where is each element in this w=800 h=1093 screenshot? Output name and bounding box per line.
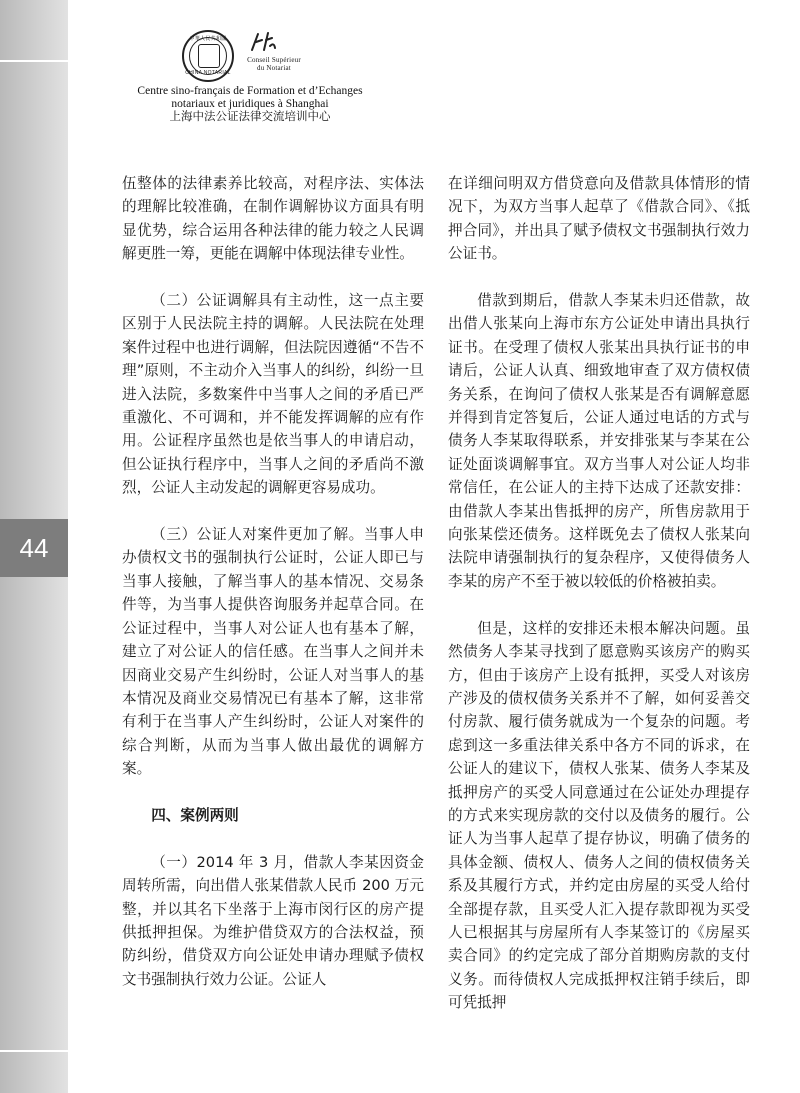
- page-number: 44: [0, 519, 68, 577]
- org-name-line2: notariaux et juridiques à Shanghai: [171, 98, 329, 110]
- org-name-line1: Centre sino-français de Formation et d’Echanges: [137, 85, 363, 97]
- paragraph: 在详细问明双方借贷意向及借款具体情形的情况下，为双方当事人起草了《借款合同》、《抵押合同》，并出具了赋予债权文书强制执行效力公证书。: [448, 175, 750, 263]
- sidebar-divider: [0, 1050, 68, 1052]
- right-column: [448, 172, 750, 1038]
- paragraph: 但是，这样的安排还未根本解决问题。虽然债务人李某寻找到了愿意购买该房产的购买方，但由于该房产上设有抵押，买受人对该房产涉及的债权债务关系并不了解，如何妥善交付房款、履行债务就成为一个复杂的问题。考虑到这一多重法律关系中各方不同的诉求，在公证人的建议下，债权人张某、债务人李某及抵押房产的买受人同意通过在公证处办理提存的方式来实现房款的交付以及债务的履行。公证人为当事人起草了提存协议，明确了债务的具体金额、债权人、债务人之间的债权债务关系及其履行方式，并约定由房屋的买受人给付全部提存款，且买受人汇入提存款即视为买受人已根据其与房屋所有人李某签订的《房屋买卖合同》的约定完成了部分首期购房款的支付义务。而待债权人完成抵押权注销手续后，即可凭抵押: [448, 619, 750, 1012]
- council-name-line1: Conseil Supérieur: [247, 56, 301, 64]
- council-name: [234, 56, 314, 72]
- sidebar-divider: [0, 60, 68, 62]
- section-heading: 四、案例两则: [151, 806, 239, 824]
- seal-text-top: 中華人民共和國: [189, 36, 227, 42]
- page-sidebar: [0, 0, 68, 1093]
- paragraph: （二）公证调解具有主动性，这一点主要区别于人民法院主持的调解。人民法院在处理案件过程中也进行调解，但法院因遵循“不告不理”原则，不主动介入当事人的纠纷，纠纷一旦进入法院，多数案件中当事人之间的矛盾已严重激化、不可调和，并不能发挥调解的应有作用。公证程序虽然也是依当事人的申请启动，但公证执行程序中，当事人之间的矛盾尚不激烈，公证人主动发起的调解更容易成功。: [122, 292, 424, 497]
- paragraph: （一）2014 年 3 月，借款人李某因资金周转所需，向出借人张某借款人民币 200 万元整，并以其名下坐落于上海市闵行区的房产提供抵押担保。为维护借贷双方的合法权益，预防纠纷，借贷双方向公证处申请办理赋予债权文书强制执行效力公证。公证人: [122, 853, 424, 988]
- seal-emblem: [198, 44, 220, 68]
- paragraph: （三）公证人对案件更加了解。当事人申办债权文书的强制执行公证时，公证人即已与当事人接触，了解当事人的基本情况、交易条件等，为当事人提供咨询服务并起草合同。在公证过程中，当事人对公证人也有基本了解，建立了对公证人的信任感。在当事人之间并未因商业交易产生纠纷时，公证人对当事人的基本情况及商业交易情况已有基本了解，这非常有利于在当事人产生纠纷时，公证人对案件的综合判断，从而为当事人做出最优的调解方案。: [122, 526, 424, 778]
- council-name-line2: du Notariat: [257, 64, 291, 72]
- notarial-seal-logo: [182, 30, 234, 82]
- left-column: [122, 172, 424, 1015]
- paragraph: 借款到期后，借款人李某未归还借款，故出借人张某向上海市东方公证处申请出具执行证书。在受理了债权人张某出具执行证书的申请后，公证人认真、细致地审查了双方债权债务关系，在询问了债权人张某是否有调解意愿并得到肯定答复后，公证人通过电话的方式与债务人李某取得联系，并安排张某与李某在公证处面谈调解事宜。双方当事人对公证人均非常信任，在公证人的主持下达成了还款安排：由借款人李某出售抵押的房产，所售房款用于向张某偿还债务。这样既免去了债权人张某向法院申请强制执行的复杂程序，又使得债务人李某的房产不至于被以较低的价格被拍卖。: [448, 292, 750, 590]
- org-name-chinese: 上海中法公证法律交流培训中心: [169, 111, 331, 123]
- seal-text-bottom: CHINA NOTARIAL: [185, 70, 231, 76]
- paragraph: 伍整体的法律素养比较高，对程序法、实体法的理解比较准确，在制作调解协议方面具有明显优势，综合运用各种法律的能力较之人民调解更胜一筹，更能在调解中体现法律专业性。: [122, 175, 424, 263]
- csn-logo-mark: [248, 30, 278, 52]
